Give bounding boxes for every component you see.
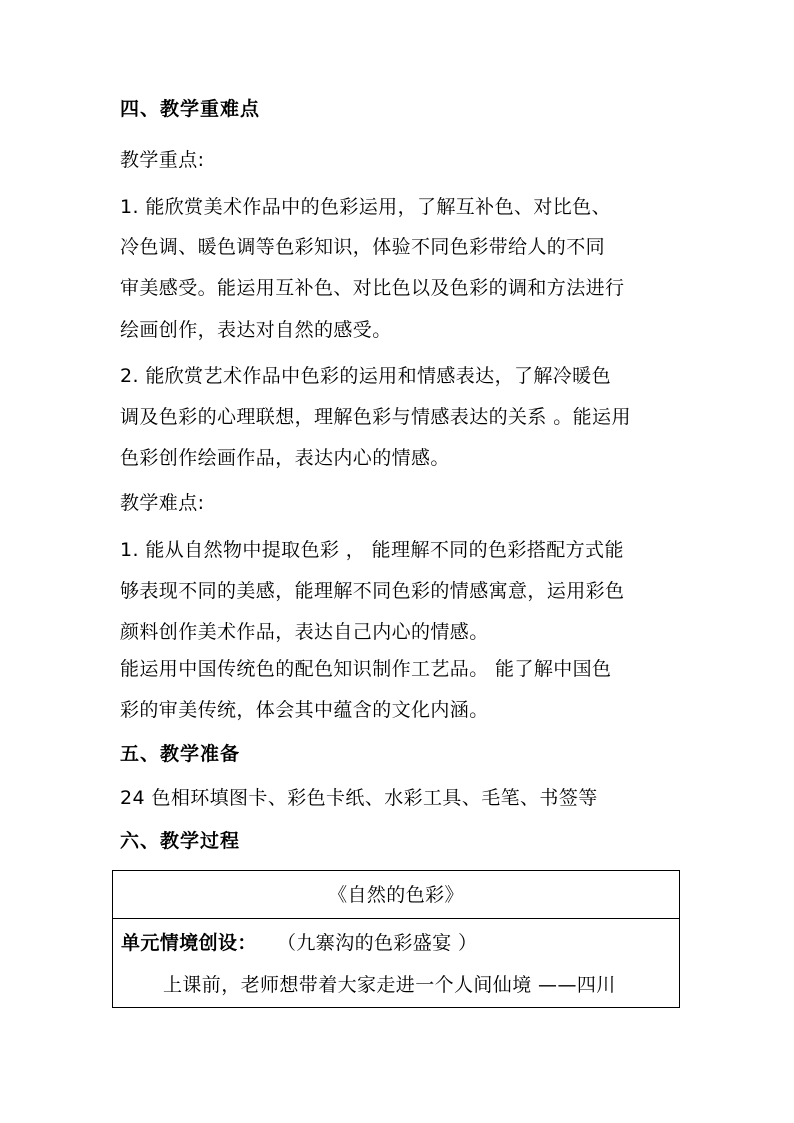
difficult-point-line: 够表现不同的美感，能理解不同色彩的情感寓意，运用彩色 (120, 580, 625, 602)
table-title: 《自然的色彩》 (328, 884, 464, 906)
difficult-point-line: 1. 能从自然物中提取色彩 ， 能理解不同的色彩搭配方式能 (120, 539, 624, 561)
section-heading-teaching-key-difficult: 四、教学重难点 (120, 98, 261, 120)
key-points-label: 教学重点: (120, 149, 205, 171)
section-heading-teaching-process: 六、教学过程 (120, 830, 241, 852)
key-point-line: 调及色彩的心理联想，理解色彩与情感表达的关系 。能运用 (120, 406, 631, 428)
difficult-point-line: 颜料创作美术作品，表达自己内心的情感。 (120, 621, 489, 643)
key-point-line: 色彩创作绘画作品，表达内心的情感。 (120, 447, 450, 469)
unit-context-label: 单元情境创设： (121, 932, 257, 954)
key-point-line: 2. 能欣赏艺术作品中色彩的运用和情感表达，了解冷暖色 (120, 365, 611, 387)
table-title-row (113, 871, 679, 919)
difficult-point-line: 彩的审美传统，体会其中蕴含的文化内涵。 (120, 699, 489, 721)
key-point-line: 绘画创作，表达对自然的感受。 (120, 319, 392, 341)
section-heading-teaching-preparation: 五、教学准备 (120, 743, 241, 765)
teaching-process-table (112, 870, 680, 1008)
table-intro-line: 上课前，老师想带着大家走进一个人间仙境 ——四川 (163, 974, 616, 996)
difficult-point-line: 能运用中国传统色的配色知识制作工艺品。 能了解中国色 (120, 658, 612, 680)
difficult-points-label: 教学难点: (120, 492, 205, 514)
key-point-line: 审美感受。能运用互补色、对比色以及色彩的调和方法进行 (120, 277, 625, 299)
key-point-line: 冷色调、暖色调等色彩知识，体验不同色彩带给人的不同 (120, 236, 606, 258)
key-point-line: 1. 能欣赏美术作品中的色彩运用，了解互补色、对比色、 (120, 196, 611, 218)
preparation-content: 24 色相环填图卡、彩色卡纸、水彩工具、毛笔、书签等 (120, 787, 598, 809)
unit-context-value: （九寨沟的色彩盛宴 ） (277, 932, 478, 954)
